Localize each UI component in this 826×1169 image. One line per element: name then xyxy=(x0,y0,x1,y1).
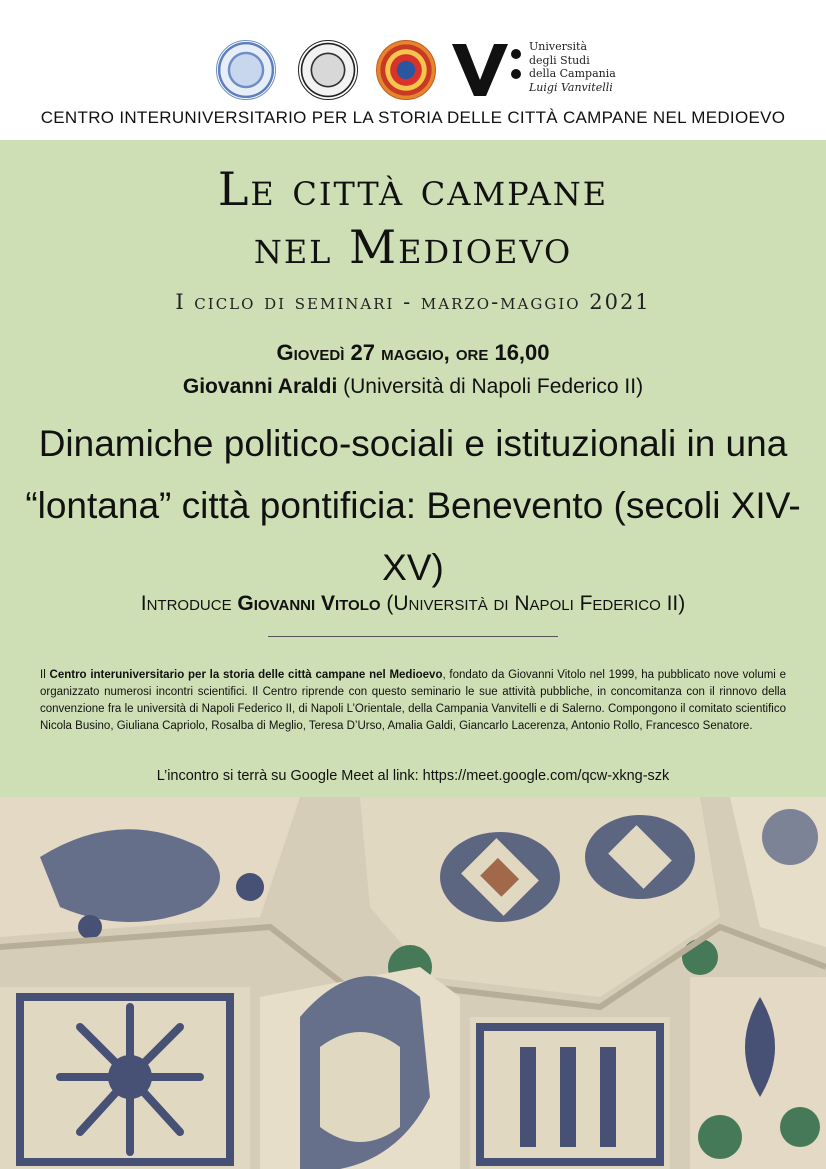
university-name xyxy=(529,40,616,94)
poster-title-line1: Le città campane xyxy=(217,162,609,216)
university-name-line: Università xyxy=(529,40,587,53)
talk-title: Dinamiche politico-sociali e istituzionali in una “lontana” città pontificia: Benevento (secoli XIV-XV) xyxy=(25,423,801,588)
poster-title xyxy=(0,160,826,276)
speaker-name: Giovanni Araldi xyxy=(182,375,338,398)
majolica-tiles-image xyxy=(0,797,826,1169)
university-name-line: degli Studi xyxy=(529,53,590,67)
event-date: Giovedì 27 maggio, ore 16,00 xyxy=(276,340,550,365)
orientale-seal-icon xyxy=(298,40,358,100)
centre-description xyxy=(40,667,786,735)
description-prefix: Il xyxy=(40,669,50,681)
introducer xyxy=(0,592,826,616)
intro-name: Giovanni Vitolo xyxy=(237,592,381,615)
description-centre-name: Centro interuniversitario per la storia delle città campane nel Medioevo xyxy=(49,669,443,681)
logo-bar xyxy=(0,36,826,106)
speaker xyxy=(0,375,826,399)
intro-affiliation: (Università di Napoli Federico II) xyxy=(380,592,686,615)
vanvitelli-v-logo-icon xyxy=(452,40,522,98)
centre-name: CENTRO INTERUNIVERSITARIO PER LA STORIA DELLE CITTÀ CAMPANE NEL MEDIOEVO xyxy=(40,108,786,127)
speaker-affiliation: (Università di Napoli Federico II) xyxy=(337,375,644,398)
seminar-cycle: I ciclo di seminari - marzo-maggio 2021 xyxy=(175,290,651,314)
university-subname: Luigi Vanvitelli xyxy=(529,80,613,94)
description-text: , fondato da Giovanni Vitolo nel 1999, ha pubblicato nove volumi e organizzato numerosi incontri scientifici. Il Centro riprende con questo seminario le sue attività pubbliche, in concomitanza con il rinnovo della convenzione fra le università di Napoli Federico II, di Napoli L’Orientale, della Campania Vanvitelli e di Salerno. Compongono il comitato scientifico Nicola Busino, Giuliana Capriolo, Rosalba di Meglio, Teresa D’Urso, Amalia Galdi, Giancarlo Lacerenza, Antonio Rollo, Francesco Senatore. xyxy=(40,669,787,732)
salerno-seal-icon xyxy=(376,40,436,100)
divider xyxy=(268,636,558,637)
meet-link-text: L’incontro si terrà su Google Meet al link: https://meet.google.com/qcw-xkng-szk xyxy=(156,768,670,784)
university-name-line: della Campania xyxy=(529,67,616,80)
poster-title-line2: nel Medioevo xyxy=(253,220,573,274)
napoli-federico-seal-icon xyxy=(216,40,276,100)
intro-prefix: Introduce xyxy=(140,592,238,615)
